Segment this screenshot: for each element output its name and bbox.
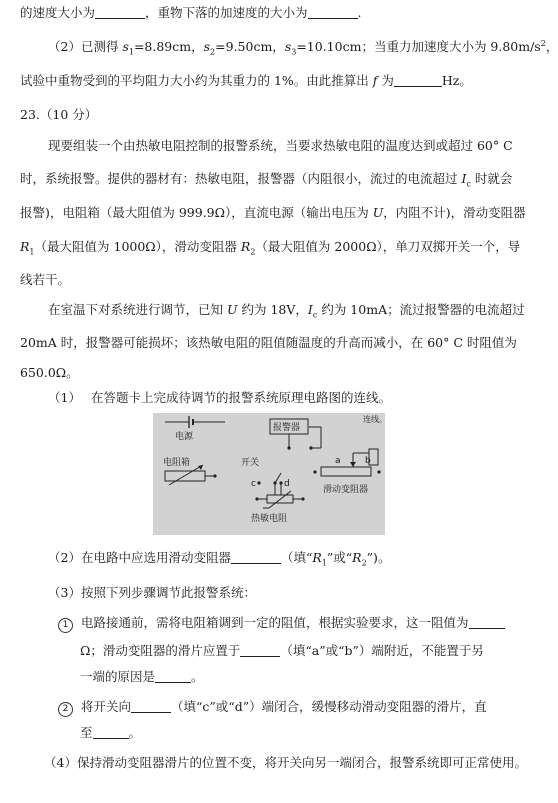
sub-question-2: （2）在电路中应选用滑动变阻器 （填“$R_1$”或“$R_2$”)。 (48, 550, 391, 568)
answer-blank[interactable] (131, 699, 171, 713)
answer-blank[interactable] (155, 669, 191, 683)
step-number-1: 1 (58, 618, 73, 633)
variable-arrow (169, 465, 203, 485)
text-line-10: 20mA 时，报警器可能损坏；该热敏电阻的阻值随温度的升高而减小，在 60° C 时阻值为 (20, 335, 517, 350)
circuit-diagram-svg (153, 413, 385, 535)
text-line-4: 现要组装一个由热敏电阻控制的报警系统，当要求热敏电阻的温度达到或超过 60° C (48, 138, 513, 153)
answer-blank[interactable] (95, 5, 145, 19)
alarm-label: 报警器 (273, 423, 301, 433)
answer-blank[interactable] (308, 5, 358, 19)
answer-blank[interactable] (469, 615, 505, 629)
corner-text: 连线。 (363, 415, 387, 424)
step-2-line-2: 至 。 (80, 725, 142, 740)
circuit-diagram (153, 413, 385, 535)
text-line-11: 650.0Ω。 (20, 365, 79, 380)
rheostat-b-label: b (365, 456, 371, 466)
thermistor-label: 热敏电阻 (251, 514, 288, 524)
text-line-6: 报警)，电阻箱（最大阻值为 999.9Ω），直流电源（输出电压为 U，内阻不计)，滑动变阻器 (20, 205, 526, 220)
text-line-9: 在室温下对系统进行调节，已知 U 约为 18V，$I_c$ 约为 10mA；流过报警器的电流超过 (48, 302, 525, 320)
question-23-title: 23.（10 分） (20, 107, 98, 122)
terminal (301, 497, 304, 500)
step-2-line-1: 2 将开关向 （填“c”或“d”）端闭合，缓慢移动滑动变阻器的滑片，直 (58, 698, 532, 717)
switch-blade (275, 473, 281, 483)
step-1-line-2: Ω；滑动变阻器的滑片应置于 （填“a”或“b”）端附近，不能置于另 (80, 643, 484, 658)
power-label: 电源 (175, 432, 194, 442)
answer-blank[interactable] (240, 643, 280, 657)
terminal (377, 470, 380, 473)
rheostat-a-label: a (335, 456, 341, 466)
text-line-2: （2）已测得 $s_1=8.89cm$，$s_2=9.50cm$，$s_3=10.10cm$；当重力加速度大小为 $9.80m/s^2$， (48, 38, 558, 57)
text-line-5: 时，系统报警。提供的器材有：热敏电阻，报警器（内阻很小，流过的电流超过 $I_c$ 时就会 (20, 171, 513, 189)
answer-blank[interactable] (93, 725, 129, 739)
terminal (313, 470, 316, 473)
text-line-8: 线若干。 (20, 272, 71, 287)
text-line-1: 的速度大小为 ，重物下落的加速度的大小为 . (20, 5, 362, 20)
terminal (255, 497, 258, 500)
sub-question-3: （3）按照下列步骤调节此报警系统： (48, 585, 256, 600)
resistance-box-label: 电阻箱 (163, 458, 191, 468)
sub-question-1: （1） 在答题卡上完成待调节的报警系统原理电路图的连线。 (48, 390, 391, 405)
text-line-7: $R_1$（最大阻值为 1000Ω），滑动变阻器 $R_2$（最大阻值为 2000Ω），单刀双掷开关一个，导 (20, 239, 521, 257)
slider-head (350, 462, 356, 467)
switch-label: 开关 (241, 458, 260, 468)
answer-blank[interactable] (231, 550, 281, 564)
terminal (287, 446, 290, 449)
rheostat-label: 滑动变阻器 (323, 485, 369, 495)
rheostat-body (321, 467, 371, 476)
terminal-c (257, 481, 260, 484)
sub-question-4: （4）保持滑动变阻器滑片的位置不变，将开关向另一端闭合，报警系统即可正常使用。 (44, 755, 527, 770)
answer-blank[interactable] (394, 73, 442, 87)
terminal-c-label: c (251, 479, 256, 489)
terminal-d-label: d (284, 479, 290, 489)
text-line-3: 试验中重物受到的平均阻力大小约为其重力的 1%。由此推算出 f 为 Hz。 (20, 73, 472, 88)
step-number-2: 2 (58, 702, 73, 717)
step-1-line-1: 1 电路接通前，需将电阻箱调到一定的阻值，根据实验要求，这一阻值为 (58, 614, 532, 633)
step-1-line-3: 一端的原因是 。 (80, 669, 204, 684)
